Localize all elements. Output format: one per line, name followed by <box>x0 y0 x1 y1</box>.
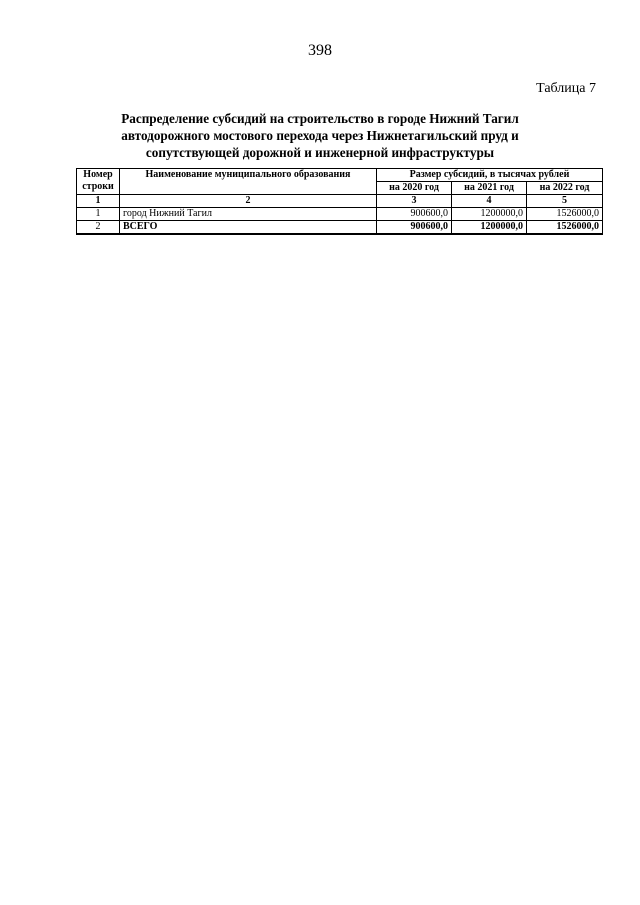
header-row-1 <box>77 169 603 182</box>
column-index-row <box>77 195 603 208</box>
document-title <box>60 110 580 161</box>
header-subsidy-amount: Размер субсидий, в тысячах рублей <box>377 169 603 182</box>
municipality-name: город Нижний Тагил <box>120 208 377 221</box>
page-number: 398 <box>308 42 332 59</box>
total-2020: 900600,0 <box>377 221 452 235</box>
row-number: 1 <box>77 208 120 221</box>
column-index-4: 4 <box>452 195 527 208</box>
header-row-number <box>77 169 120 195</box>
table-label: Таблица 7 <box>536 81 596 96</box>
table-row-total <box>77 221 603 235</box>
amount-2022: 1526000,0 <box>527 208 603 221</box>
column-index-3: 3 <box>377 195 452 208</box>
column-index-1: 1 <box>77 195 120 208</box>
title-line-2: автодорожного мостового перехода через Нижнетагильский пруд и <box>121 128 519 143</box>
row-number: 2 <box>77 221 120 235</box>
column-index-2: 2 <box>120 195 377 208</box>
total-2022: 1526000,0 <box>527 221 603 235</box>
header-year-2020: на 2020 год <box>377 182 452 195</box>
header-row-number-line2: строки <box>82 181 114 192</box>
table-row <box>77 208 603 221</box>
header-year-2022: на 2022 год <box>527 182 603 195</box>
amount-2020: 900600,0 <box>377 208 452 221</box>
total-2021: 1200000,0 <box>452 221 527 235</box>
amount-2021: 1200000,0 <box>452 208 527 221</box>
header-row-number-line1: Номер <box>83 169 113 180</box>
column-index-5: 5 <box>527 195 603 208</box>
header-municipality-name: Наименование муниципального образования <box>120 169 377 195</box>
title-line-1: Распределение субсидий на строительство в городе Нижний Тагил <box>121 111 519 126</box>
title-line-3: сопутствующей дорожной и инженерной инфраструктуры <box>145 145 495 160</box>
subsidy-table <box>76 168 603 235</box>
header-year-2021: на 2021 год <box>452 182 527 195</box>
total-label: ВСЕГО <box>120 221 377 235</box>
